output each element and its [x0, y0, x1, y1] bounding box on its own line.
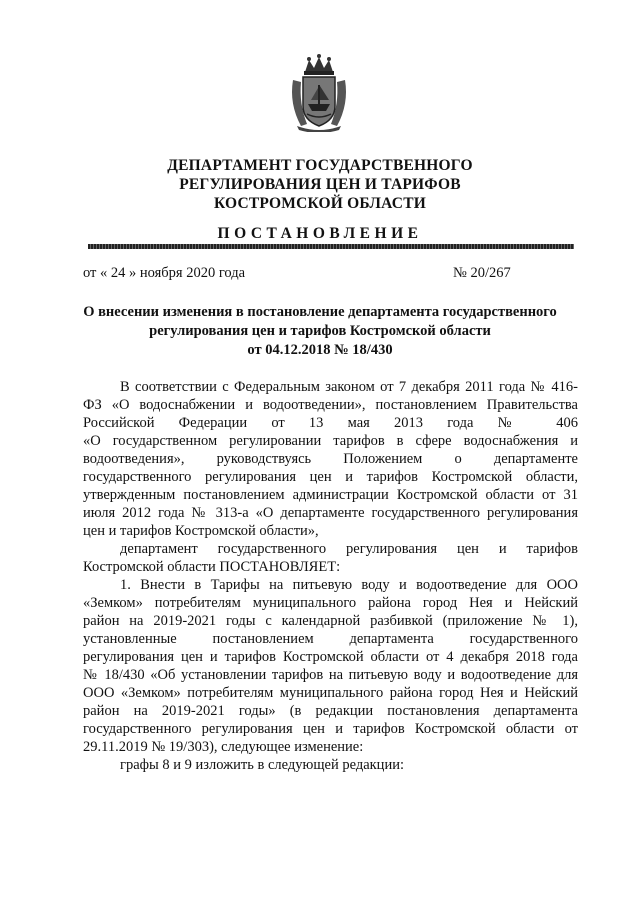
body-line: графы 8 и 9 изложить в следующей редакции:: [120, 757, 404, 773]
body-line: 1. Внести в Тарифы на питьевую воду и водоотведение для ООО: [120, 577, 578, 593]
body-line: государственного регулирования цен и тарифов Костромской области от: [83, 721, 578, 737]
body-line: В соответствии с Федеральным законом от 7 декабря 2011 года № 416-: [120, 379, 578, 395]
subject-line3: от 04.12.2018 № 18/430: [247, 342, 393, 358]
body-line: «О государственном регулировании тарифов в сфере водоснабжения и: [83, 433, 578, 449]
body-line: Костромской области ПОСТАНОВЛЯЕТ:: [83, 559, 341, 575]
body-line: департамент государственного регулирования цен и тарифов: [120, 541, 578, 557]
organization-name-line3: КОСТРОМСКОЙ ОБЛАСТИ: [213, 195, 426, 212]
body-line: «Земком» потребителям муниципального района город Нея и Нейский: [83, 595, 578, 611]
body-line: 29.11.2019 № 19/303), следующее изменение:: [83, 739, 364, 755]
coat-of-arms-emblem: [287, 54, 351, 132]
body-line: регулирования цен и тарифов Костромской области от 4 декабря 2018 года: [83, 649, 578, 665]
body-line: цен и тарифов Костромской области»,: [83, 523, 319, 539]
body-line: ООО «Земком» потребителям муниципального района город Нея и Нейский: [83, 685, 578, 701]
document-date: от « 24 » ноября 2020 года: [83, 265, 246, 281]
body-line: ФЗ «О водоснабжении и водоотведении», постановлением Правительства: [83, 397, 578, 413]
document-number: № 20/267: [453, 265, 511, 281]
organization-name-line2: РЕГУЛИРОВАНИЯ ЦЕН И ТАРИФОВ: [179, 176, 461, 193]
body-line: район на 2019-2021 годы с календарной разбивкой (приложение № 1),: [83, 613, 578, 629]
body-line: водоотведения», руководствуясь Положением о департаменте: [83, 451, 578, 467]
body-line: Российской Федерации от 13 мая 2013 года № 406: [83, 415, 578, 431]
body-line: июля 2012 года № 313-а «О департаменте государственного регулирования: [83, 505, 578, 521]
organization-name-line1: ДЕПАРТАМЕНТ ГОСУДАРСТВЕННОГО: [167, 157, 473, 174]
body-line: установленные постановлением департамента государственного: [83, 631, 578, 647]
body-line: государственного регулирования цен и тарифов Костромской области,: [83, 469, 578, 485]
header-divider: [88, 244, 574, 249]
body-line: утвержденным постановлением администрации Костромской области от 31: [83, 487, 578, 503]
subject-line2: регулирования цен и тарифов Костромской области: [149, 323, 491, 339]
document-type-title: ПОСТАНОВЛЕНИЕ: [217, 225, 423, 242]
body-line: № 18/430 «Об установлении тарифов на питьевую воду и водоотведение для: [83, 667, 578, 683]
subject-line1: О внесении изменения в постановление департамента государственного: [83, 304, 557, 320]
body-line: район на 2019-2021 годы» (в редакции постановления департамента: [83, 703, 578, 719]
